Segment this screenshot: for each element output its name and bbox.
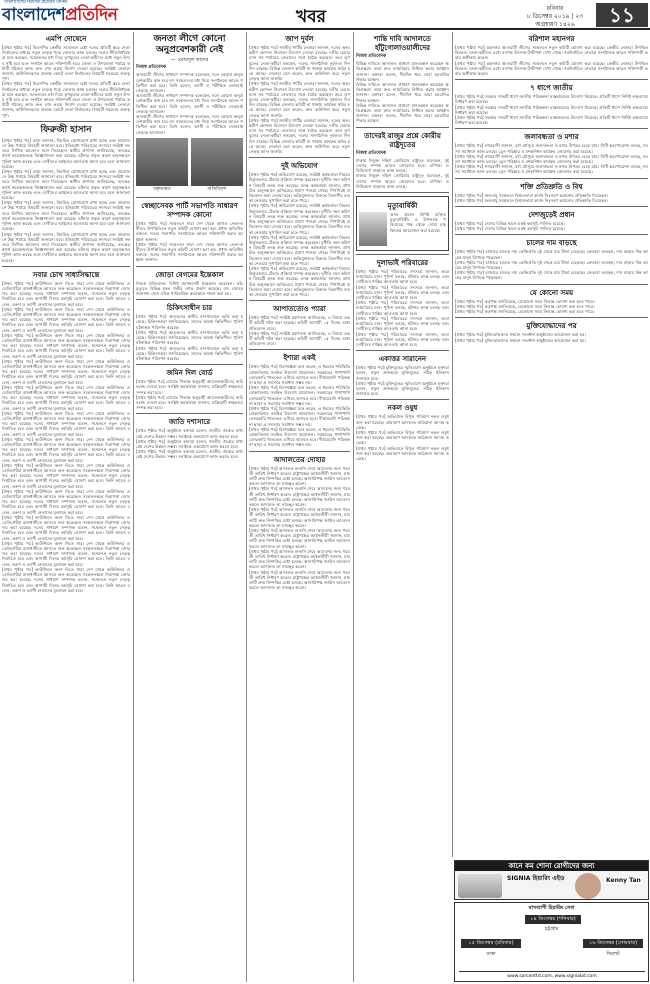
article-body: [প্রথম পৃষ্ঠার পর] বিশেষজ্ঞরা মনে করেন, এ ধরনের পরিস্থিতি মোকাবিলায় সমন্বিত উদ্যোগ প্রয়োজন। সরকারের পাশাপাশি বেসরকারি খাতকেও এগিয়ে আসতে হবে। দীর্ঘমেয়াদি পরিকল্পনা ছাড়া এ সমস্যার সমাধান সম্ভব নয়। (249, 364, 350, 385)
article-headline: দুলাভাই পরিবারের (376, 258, 429, 268)
article-headline: শক্তি প্রতিশ্রুতি ও বিশ্ব (520, 181, 583, 191)
article-body: [প্রথম পৃষ্ঠার পর] কর্তৃপক্ষ জানিয়েছে, যেকোনো সময় সিদ্ধান্ত ঘোষণা করা হতে পারে। (455, 303, 595, 309)
divider (356, 399, 449, 400)
divider (136, 364, 243, 365)
article-body: [প্রথম পৃষ্ঠার পর] কাউন্সিলে অংশ নিতে সারা দেশ থেকে কাউন্সিলর ও ডেলিগেটরা রাজধানীতে আসতে শুরু করেছেন। সম্মেলনস্থলে নিরাপত্তা জোরদার করা হয়েছে। দলের সাধারণ সম্পাদক বলেন, সম্মেলনে নতুন নেতৃত্ব নির্বাচিত হবে এবং আগামী দিনের কর্মসূচি ঘোষণা করা হবে। তিনি আরও বলেন, তরুণ ও ত্যাগী নেতাদের মূল্যায়ন করা হবে। (2, 436, 130, 463)
article-body: [প্রথম পৃষ্ঠার পর] নগরবাসী জানান, বর্ষা মৌসুমে জলাবদ্ধতা ও মশার উপদ্রব বেড়ে যায়। সিটি করপোরেশন বলছে, সমস্যা সমাধানে কাজ চলছে। ড্রেন পরিষ্কার ও মশকনিধন কার্যক্রম জোরদার করা হয়েছে। (455, 164, 648, 175)
article-body: আওয়ামী লীগের সাধারণ সম্পাদক বলেছেন, দলে কোনো অনুপ্রবেশকারীর স্থান হবে না। সম্মেলনের মধ্য দিয়ে সংগঠনকে আরও গতিশীল করা হবে। তিনি বলেন, ত্যাগী ও পরীক্ষিত নেতারাই নেতৃত্বে আসবেন। (136, 114, 243, 135)
article-body: [প্রথম পৃষ্ঠার পর] বিশেষজ্ঞরা মনে করেন, এ ধরনের পরিস্থিতি মোকাবিলায় সমন্বিত উদ্যোগ প্রয়োজন। সরকারের পাশাপাশি বেসরকারি খাতকেও এগিয়ে আসতে হবে। দীর্ঘমেয়াদি পরিকল্পনা ছাড়া এ সমস্যার সমাধান সম্ভব নয়। (249, 405, 350, 427)
article-body: [প্রথম পৃষ্ঠার পর] অভিযানে বিপুল পরিমাণ নকল ওষুধ জব্দ করা হয়েছে। ভ্রাম্যমাণ আদালত জরিমানা আদায় করেছে। (356, 445, 449, 461)
article-body: [প্রথম পৃষ্ঠার পর] তারা জানান, নিয়মিত যোগাযোগ রাখা হচ্ছে এবং প্রয়োজনে উচ্চ পর্যায়ে বিষয়টি জানানো হবে। ইতিমধ্যে পরিবারের সদস্যরা সংশ্লিষ্ট দফতরে লিখিত আবেদন জমা দিয়েছেন। স্থানীয় প্রশাসন জানিয়েছে, তদন্তের স্বার্থে কয়েকজনকে জিজ্ঞাসাবাদ করা হয়েছে। ঘটনার প্রকৃত কারণ অনুসন্ধানে পুলিশ কাজ করছে এবং দোষীদের আইনের আওতায় আনা হবে বলে জানানো হয়েছে। (2, 169, 130, 201)
article-headline: ৭ ধাপে জাতীয় (530, 83, 573, 93)
article-byline: নিজস্ব প্রতিবেদক (356, 150, 387, 156)
page-header (0, 0, 650, 30)
column-divider (452, 32, 453, 857)
article-body: [প্রথম পৃষ্ঠার পর] পরিবারের সদস্যরা জানান, তারা ন্যায়বিচার চান। পুলিশ বলছে, ঘটনার তদন্ত চলছে এবং দোষীদের শাস্তির আওতায় আনা হবে। (356, 284, 449, 301)
ad-website-link[interactable]: www.sarcenttd.com, www.signiabd.com (459, 971, 645, 979)
article-body: [প্রথম পৃষ্ঠার পর] আহতদের স্থানীয় হাসপাতালে ভর্তি করা হয়েছে। চিকিৎসকরা জানিয়েছেন, তাদের অবস্থা স্থিতিশীল। পুলিশ ঘটনাস্থল পরিদর্শন করেছে। (136, 345, 243, 361)
article (455, 182, 648, 203)
issue-day: রবিবার (546, 5, 564, 12)
article-body: [প্রথম পৃষ্ঠার পর] বাজারে চালের দাম কেজিপ্রতি দুই থেকে চার টাকা বেড়েছে। ক্রেতারা বলছেন, দাম বাড়ায় নিম্ন আয়ের মানুষ বিপাকে পড়েছেন। (455, 270, 648, 281)
divider (249, 157, 350, 158)
article-headline: একাত্তর সারানেন (378, 354, 427, 364)
divider (249, 300, 350, 301)
article-body: [প্রথম পৃষ্ঠার পর] কাউন্সিলে অংশ নিতে সারা দেশ থেকে কাউন্সিলর ও ডেলিগেটরা রাজধানীতে আসতে শুরু করেছেন। সম্মেলনস্থলে নিরাপত্তা জোরদার করা হয়েছে। দলের সাধারণ সম্পাদক বলেন, সম্মেলনে নতুন নেতৃত্ব নির্বাচিত হবে এবং আগামী দিনের কর্মসূচি ঘোষণা করা হবে। তিনি আরও বলেন, তরুণ ও ত্যাগী নেতাদের মূল্যায়ন করা হবে। (2, 462, 130, 489)
event-date-badge: ১৫ ডিসেম্বর (রবিবার) (461, 939, 521, 948)
article-body: [প্রথম পৃষ্ঠার পর] কাউন্সিলে অংশ নিতে সারা দেশ থেকে কাউন্সিলর ও ডেলিগেটরা রাজধানীতে আসতে শুরু করেছেন। সম্মেলনস্থলে নিরাপত্তা জোরদার করা হয়েছে। দলের সাধারণ সম্পাদক বলেন, সম্মেলনে নতুন নেতৃত্ব নির্বাচিত হবে এবং আগামী দিনের কর্মসূচি ঘোষণা করা হবে। তিনি আরও বলেন, তরুণ ও ত্যাগী নেতাদের মূল্যায়ন করা হবে। (2, 384, 130, 411)
article-body: [প্রথম পৃষ্ঠার পর] তারা জানান, নিয়মিত যোগাযোগ রাখা হচ্ছে এবং প্রয়োজনে উচ্চ পর্যায়ে বিষয়টি জানানো হবে। ইতিমধ্যে পরিবারের সদস্যরা সংশ্লিষ্ট দফতরে লিখিত আবেদন জমা দিয়েছেন। স্থানীয় প্রশাসন জানিয়েছে, তদন্তের স্বার্থে কয়েকজনকে জিজ্ঞাসাবাদ করা হয়েছে। ঘটনার প্রকৃত কারণ অনুসন্ধানে পুলিশ কাজ করছে এবং দোষীদের আইনের আওতায় আনা হবে বলে জানানো হয়েছে। (2, 200, 130, 232)
article-body: [প্রথম পৃষ্ঠার পর] কাউন্সিলে অংশ নিতে সারা দেশ থেকে কাউন্সিলর ও ডেলিগেটরা রাজধানীতে আসতে শুরু করেছেন। সম্মেলনস্থলে নিরাপত্তা জোরদার করা হয়েছে। দলের সাধারণ সম্পাদক বলেন, সম্মেলনে নতুন নেতৃত্ব নির্বাচিত হবে এবং আগামী দিনের কর্মসূচি ঘোষণা করা হবে। তিনি আরও বলেন, তরুণ ও ত্যাগী নেতাদের মূল্যায়ন করা হবে। (2, 488, 130, 515)
article-body: [প্রথম পৃষ্ঠার পর] সরকার সাতটি ধাপে জাতীয় পরিকল্পনা বাস্তবায়নের উদ্যোগ নিয়েছে। প্রতিটি ধাপে নির্দিষ্ট লক্ষ্যমাত্রা নির্ধারণ করা হয়েছে। (455, 115, 648, 126)
article-body: [প্রথম পৃষ্ঠার পর] নগরবাসী জানান, বর্ষা মৌসুমে জলাবদ্ধতা ও মশার উপদ্রব বেড়ে যায়। সিটি করপোরেশন বলছে, সমস্যা সমাধানে কাজ চলছে। ড্রেন পরিষ্কার ও মশকনিধন কার্যক্রম জোরদার করা হয়েছে। (455, 143, 648, 154)
article-body: [প্রথম পৃষ্ঠার পর] মুক্তিযোদ্ধাদের সম্মানে সংবর্ধনা অনুষ্ঠানের আয়োজন করা হয়। (455, 332, 586, 338)
article-body: [প্রথম পৃষ্ঠার পর] মুক্তিযুদ্ধের স্মৃতিচারণ অনুষ্ঠানে বক্তারা বলেন, নতুন প্রজন্মকে মুক্তিযুদ্ধের সঠিক ইতিহাস জানাতে হবে। (356, 365, 449, 381)
article-body: [প্রথম পৃষ্ঠার পর] সংশ্লিষ্ট মন্ত্রণালয় জানিয়েছে, এ বিষয়ে একটি কমিটি গঠন করা হয়েছে। কমিটি আগামী ১৫ দিনের মধ্যে প্রতিবেদন দেবে। (249, 330, 350, 347)
divider (356, 350, 449, 351)
article-body: ঢাকায় নিযুক্ত দক্ষিণ কোরিয়ার রাষ্ট্রদূত বলেছেন, দুই দেশের সম্পর্ক আরও জোরদার হবে। বাণিজ্য ও বিনিয়োগ বাড়াতে কাজ চলছে। (356, 173, 449, 189)
lead-article (136, 34, 243, 194)
divider (2, 266, 130, 267)
article-body: [প্রথম পৃষ্ঠার পর] পরিবারের সদস্যরা জানান, তারা ন্যায়বিচার চান। পুলিশ বলছে, ঘটনার তদন্ত চলছে এবং দোষীদের শাস্তির আওতায় আনা হবে। (356, 300, 449, 316)
article-body: [প্রথম পৃষ্ঠার পর] আদালত শুনানি শেষে আদেশের জন্য পরবর্তী তারিখ নির্ধারণ করেন। রাষ্ট্রপক্ষের আইনজীবী জানান, মামলাটি দ্রুত নিষ্পত্তির চেষ্টা চলছে। আসামিপক্ষ জামিন আবেদন করলে আদালত তা নামঞ্জুর করেন। (249, 548, 350, 570)
article-body: [প্রথম পৃষ্ঠার পর] বিশেষজ্ঞরা মনে করেন, এ ধরনের পরিস্থিতি মোকাবিলায় সমন্বিত উদ্যোগ প্রয়োজন। সরকারের পাশাপাশি বেসরকারি খাতকেও এগিয়ে আসতে হবে। দীর্ঘমেয়াদি পরিকল্পনা ছাড়া এ সমস্যার সমাধান সম্ভব নয়। (249, 385, 350, 406)
obituary-photo (359, 212, 387, 246)
divider (356, 254, 449, 255)
article-body: [প্রথম পৃষ্ঠার পর] জাতীয় পার্টির নেতারা জানান, দলের অভ্যন্তরীণ কোন্দল নিরসনে উদ্যোগ নেওয়া হয়েছে। দলীয় চেয়ারম্যান সব পর্যায়ের নেতাদের সঙ্গে বৈঠক করছেন। তবে তৃণমূলের নেতা-কর্মীরা বলছেন, দলের সাংগঠনিক দুর্বলতা দিন দিন বাড়ছে। বিভিন্ন জেলায় কমিটি না থাকায় কার্যক্রম স্থবির হয়ে আছে। নেতারা মনে করেন, দ্রুত কাউন্সিল করে নতুন নেতৃত্ব আনা জরুরি। (249, 45, 350, 82)
article-body: [প্রথম পৃষ্ঠার পর] অভিযোগ রয়েছে, সংশ্লিষ্ট কর্মকর্তারা নিয়মবহির্ভূতভাবে টেন্ডার প্রক্রিয়া সম্পন্ন করেছেন। দুর্নীতি দমন কমিশন বিষয়টি তদন্ত শুরু করেছে। তদন্ত কর্মকর্তারা জানান, প্রাথমিক অনুসন্ধানে অনিয়মের প্রমাণ পাওয়া গেছে। শিগগিরই প্রতিবেদন জমা দেওয়া হবে। অভিযুক্তদের বিরুদ্ধে বিভাগীয় ব্যবস্থা নেওয়ার সুপারিশ করা হতে পারে। (249, 203, 350, 235)
article-body: [প্রথম পৃষ্ঠার পর] মহানগর আওয়ামী লীগের সম্মেলনে নতুন কমিটি ঘোষণা করা হয়েছে। কেন্দ্রীয় নেতারা উপস্থিত ছিলেন। নেতা-কর্মীদের মধ্যে ব্যাপক উৎসাহ-উদ্দীপনা দেখা গেছে। নবনির্বাচিত নেতারা সংগঠনকে আরও শক্তিশালী করার অঙ্গীকার করেন। (455, 45, 648, 61)
event-location: চট্টগ্রাম (544, 926, 559, 932)
article (136, 201, 243, 263)
page-number: ১১ (596, 3, 648, 27)
article-body: [প্রথম পৃষ্ঠার পর] পরিবারের সদস্যরা জানান, তারা ন্যায়বিচার চান। পুলিশ বলছে, ঘটনার তদন্ত চলছে এবং দোষীদের শাস্তির আওতায় আনা হবে। (356, 331, 449, 347)
article-headline: নকল ওষুধ (387, 403, 418, 413)
divider (356, 192, 449, 193)
article (136, 270, 243, 297)
article-body: [প্রথম পৃষ্ঠার পর] সম্মেলনে সারা দেশ থেকে আগত নেতা-কর্মীদের উপস্থিতিতে নতুন কমিটি ঘোষণা করা হয়। প্রধান অতিথির বক্তব্যে দলের সভাপতি সংগঠনকে আরও শক্তিশালী করার আহ্বান জানান। (136, 241, 243, 263)
article-headline: জনতা লীগে কোনো অনুপ্রবেশকারী নেই (153, 34, 226, 55)
schedule-title: মাসব্যাপী হিয়ারিং সেবা (528, 905, 575, 911)
article-headline: জমিন দিল বোর্ড (166, 368, 213, 378)
article-body: [প্রথম পৃষ্ঠার পর] আহতদের স্থানীয় হাসপাতালে ভর্তি করা হয়েছে। চিকিৎসকরা জানিয়েছেন, তাদের অবস্থা স্থিতিশীল। পুলিশ ঘটনাস্থল পরিদর্শন করেছে। (136, 314, 243, 330)
divider (455, 284, 648, 285)
article-body: আওয়ামী লীগের সাধারণ সম্পাদক বলেছেন, দলে কোনো অনুপ্রবেশকারীর স্থান হবে না। সম্মেলনের মধ্য দিয়ে সংগঠনকে আরও গতিশীল করা হবে। তিনি বলেন, ত্যাগী ও পরীক্ষিত নেতারাই নেতৃত্বে আসবেন। (136, 93, 243, 114)
article-body: [প্রথম পৃষ্ঠার পর] অনুষ্ঠানে বক্তারা বলেন, জাতীয় ঐক্যের মাধ্যমেই দেশের উন্নয়ন সম্ভব। সবাইকে একযোগে কাজ করতে হবে। (136, 449, 243, 460)
article-body: [প্রথম পৃষ্ঠার পর] কর্তৃপক্ষ জানিয়েছে, যেকোনো সময় সিদ্ধান্ত ঘোষণা করা হতে পারে। (455, 298, 595, 304)
article-body: [প্রথম পৃষ্ঠার পর] অভিযানে বিপুল পরিমাণ নকল ওষুধ জব্দ করা হয়েছে। ভ্রাম্যমাণ আদালত জরিমানা আদায় করেছে। (356, 414, 449, 430)
column-3 (249, 32, 350, 982)
logo-tagline: বাংলাদেশের সর্বাধিক প্রচারিত দৈনিক (4, 0, 67, 5)
divider (2, 121, 130, 122)
article (249, 161, 350, 297)
article-body: বিভিন্ন দাবিতে আদালত প্রাঙ্গণে মানববন্ধন করেছেন ক্ষতিগ্রস্তরা। তারা দ্রুত ন্যায়বিচার নিশ্চিত করার আহ্বান জানান। বক্তারা বলেন, দীর্ঘদিন ধরে তারা হয়রানির শিকার হচ্ছেন। (356, 61, 449, 82)
spokesperson-name: Kenny Tan (606, 877, 641, 884)
article-body: [প্রথম পৃষ্ঠার পর] মুক্তিযুদ্ধের স্মৃতিচারণ অনুষ্ঠানে বক্তারা বলেন, নতুন প্রজন্মকে মুক্তিযুদ্ধের সঠিক ইতিহাস জানাতে হবে। (356, 380, 449, 397)
article-body: [প্রথম পৃষ্ঠার পর] আহতদের স্থানীয় হাসপাতালে ভর্তি করা হয়েছে। চিকিৎসকরা জানিয়েছেন, তাদের অবস্থা স্থিতিশীল। পুলিশ ঘটনাস্থল পরিদর্শন করেছে। (136, 329, 243, 346)
article-body: [প্রথম পৃষ্ঠার পর] কর্তৃপক্ষ জানিয়েছে, যেকোনো সময় সিদ্ধান্ত ঘোষণা করা হতে পারে। (455, 309, 595, 315)
article (249, 304, 350, 346)
ad-title: কানে কম শোনা রোগীদের জন্য (455, 861, 648, 871)
article-headline: আপাতত্যেও প্যারা (273, 304, 326, 314)
article-body: [প্রথম পৃষ্ঠার পর] আদালত শুনানি শেষে আদেশের জন্য পরবর্তী তারিখ নির্ধারণ করেন। রাষ্ট্রপক্ষের আইনজীবী জানান, মামলাটি দ্রুত নিষ্পত্তির চেষ্টা চলছে। আসামিপক্ষ জামিন আবেদন করলে আদালত তা নামঞ্জুর করেন। (249, 528, 350, 549)
article-body: [প্রথম পৃষ্ঠার পর] কাউন্সিলে অংশ নিতে সারা দেশ থেকে কাউন্সিলর ও ডেলিগেটরা রাজধানীতে আসতে শুরু করেছেন। সম্মেলনস্থলে নিরাপত্তা জোরদার করা হয়েছে। দলের সাধারণ সম্পাদক বলেন, সম্মেলনে নতুন নেতৃত্ব নির্বাচিত হবে এবং আগামী দিনের কর্মসূচি ঘোষণা করা হবে। তিনি আরও বলেন, তরুণ ও ত্যাগী নেতাদের মূল্যায়ন করা হবে। (2, 566, 130, 593)
section-title: খবর (296, 7, 326, 27)
ad-brand: SIGNIA হিয়ারিং এইড (507, 875, 565, 882)
article-body: [প্রথম পৃষ্ঠার পর] অভিযোগ রয়েছে, সংশ্লিষ্ট কর্মকর্তারা নিয়মবহির্ভূতভাবে টেন্ডার প্রক্রিয়া সম্পন্ন করেছেন। দুর্নীতি দমন কমিশন বিষয়টি তদন্ত শুরু করেছে। তদন্ত কর্মকর্তারা জানান, প্রাথমিক অনুসন্ধানে অনিয়মের প্রমাণ পাওয়া গেছে। শিগগিরই প্রতিবেদন জমা দেওয়া হবে। অভিযুক্তদের বিরুদ্ধে বিভাগীয় ব্যবস্থা নেওয়ার সুপারিশ করা হতে পারে। (249, 234, 350, 266)
article-body: [প্রথম পৃষ্ঠার পর] আদালত শুনানি শেষে আদেশের জন্য পরবর্তী তারিখ নির্ধারণ করেন। রাষ্ট্রপক্ষের আইনজীবী জানান, মামলাটি দ্রুত নিষ্পত্তির চেষ্টা চলছে। আসামিপক্ষ জামিন আবেদন করলে আদালত তা নামঞ্জুর করেন। (249, 465, 350, 487)
article (455, 132, 648, 174)
article-body: [প্রথম পৃষ্ঠার পর] মহানগর আওয়ামী লীগের সম্মেলনে নতুন কমিটি ঘোষণা করা হয়েছে। কেন্দ্রীয় নেতারা উপস্থিত ছিলেন। নেতা-কর্মীদের মধ্যে ব্যাপক উৎসাহ-উদ্দীপনা দেখা গেছে। নবনির্বাচিত নেতারা সংগঠনকে আরও শক্তিশালী করার অঙ্গীকার করেন। (455, 60, 648, 77)
issue-full-date: ৮ ডিসেম্বর ২০১৯ | ২৩ অগ্রহায়ণ ১৪২৬ (526, 13, 584, 28)
article-body: [প্রথম পৃষ্ঠার পর] কাউন্সিলে অংশ নিতে সারা দেশ থেকে কাউন্সিলর ও ডেলিগেটরা রাজধানীতে আসতে শুরু করেছেন। সম্মেলনস্থলে নিরাপত্তা জোরদার করা হয়েছে। দলের সাধারণ সম্পাদক বলেন, সম্মেলনে নতুন নেতৃত্ব নির্বাচিত হবে এবং আগামী দিনের কর্মসূচি ঘোষণা করা হবে। তিনি আরও বলেন, তরুণ ও ত্যাগী নেতাদের মূল্যায়ন করা হবে। (2, 280, 130, 307)
article (136, 417, 243, 459)
article-body: [প্রথম পৃষ্ঠার পর] কাউন্সিলে অংশ নিতে সারা দেশ থেকে কাউন্সিলর ও ডেলিগেটরা রাজধানীতে আসতে শুরু করেছেন। সম্মেলনস্থলে নিরাপত্তা জোরদার করা হয়েছে। দলের সাধারণ সম্পাদক বলেন, সম্মেলনে নতুন নেতৃত্ব নির্বাচিত হবে এবং আগামী দিনের কর্মসূচি ঘোষণা করা হবে। তিনি আরও বলেন, তরুণ ও ত্যাগী নেতাদের মূল্যায়ন করা হবে। (2, 306, 130, 333)
article-headline: ইশারা একই (283, 353, 316, 363)
obituary-text: আজ প্রয়াত বিশিষ্ট ব্যক্তির মৃত্যুবার্ষিকী। এ উপলক্ষে পরিবারের পক্ষ থেকে দোয়া মাহফিলের আয়োজন করা হয়েছে। (390, 212, 446, 233)
article-headline: দুই অভিযোগ (281, 161, 318, 171)
article-body: [প্রথম পৃষ্ঠার পর] তারা জানান, নিয়মিত যোগাযোগ রাখা হচ্ছে এবং প্রয়োজনে উচ্চ পর্যায়ে বিষয়টি জানানো হবে। ইতিমধ্যে পরিবারের সদস্যরা সংশ্লিষ্ট দফতরে লিখিত আবেদন জমা দিয়েছেন। স্থানীয় প্রশাসন জানিয়েছে, তদন্তের স্বার্থে কয়েকজনকে জিজ্ঞাসাবাদ করা হয়েছে। ঘটনার প্রকৃত কারণ অনুসন্ধানে পুলিশ কাজ করছে এবং দোষীদের আইনের আওতায় আনা হবে বলে জানানো হয়েছে। (2, 137, 130, 169)
article-body: [প্রথম পৃষ্ঠার পর] অনুষ্ঠানে বক্তারা বলেন, জাতীয় ঐক্যের মাধ্যমেই দেশের উন্নয়ন সম্ভব। সবাইকে একযোগে কাজ করতে হবে। (136, 438, 243, 449)
event-location: ঢাকা (486, 951, 496, 957)
divider (455, 178, 648, 179)
obituary-headline: মৃত্যুবার্ষিকী (387, 201, 418, 211)
article (455, 288, 648, 315)
article-body: [প্রথম পৃষ্ঠার পর] বাজারে চালের দাম কেজিপ্রতি দুই থেকে চার টাকা বেড়েছে। ক্রেতারা বলছেন, দাম বাড়ায় নিম্ন আয়ের মানুষ বিপাকে পড়েছেন। (455, 259, 648, 271)
article-body: [প্রথম পৃষ্ঠার পর] কাউন্সিলে অংশ নিতে সারা দেশ থেকে কাউন্সিলর ও ডেলিগেটরা রাজধানীতে আসতে শুরু করেছেন। সম্মেলনস্থলে নিরাপত্তা জোরদার করা হয়েছে। দলের সাধারণ সম্পাদক বলেন, সম্মেলনে নতুন নেতৃত্ব নির্বাচিত হবে এবং আগামী দিনের কর্মসূচি ঘোষণা করা হবে। তিনি আরও বলেন, তরুণ ও ত্যাগী নেতাদের মূল্যায়ন করা হবে। (2, 410, 130, 437)
article-body: বিভিন্ন দাবিতে আদালত প্রাঙ্গণে মানববন্ধন করেছেন ক্ষতিগ্রস্তরা। তারা দ্রুত ন্যায়বিচার নিশ্চিত করার আহ্বান জানান। বক্তারা বলেন, দীর্ঘদিন ধরে তারা হয়রানির শিকার হচ্ছেন। (356, 82, 449, 103)
article-body: [প্রথম পৃষ্ঠার পর] সরকার সাতটি ধাপে জাতীয় পরিকল্পনা বাস্তবায়নের উদ্যোগ নিয়েছে। প্রতিটি ধাপে নির্দিষ্ট লক্ষ্যমাত্রা নির্ধারণ করা হয়েছে। (455, 94, 648, 105)
article (356, 258, 449, 347)
article-body: [প্রথম পৃষ্ঠার পর] পরিবারের সদস্যরা জানান, তারা ন্যায়বিচার চান। পুলিশ বলছে, ঘটনার তদন্ত চলছে এবং দোষীদের শাস্তির আওতায় আনা হবে। (356, 269, 449, 285)
hearing-aid-advertisement[interactable] (454, 860, 649, 900)
article-body: [প্রথম পৃষ্ঠার পর] দেশের বিভিন্ন স্থানে একই কর্মসূচি পালিত হয়েছে। (455, 221, 565, 227)
article-body: [প্রথম পৃষ্ঠার পর] বিএনপির কেন্দ্রীয় সম্মেলনে চেষ্টা দলের প্রতিটি স্তরে নেতা নির্বাচনের মাধ্যমে নতুন নেতৃত্ব গড়ে তোলার কাজ চলছে। দলের নীতিনির্ধারকরা মনে করছেন, সম্মেলনের মধ্য দিয়ে তৃণমূলের নেতা-কর্মীদের মধ্যে নতুন উদ্যম সৃষ্টি হবে এবং সংগঠন আরও শক্তিশালী হবে। জেলা ও উপজেলা পর্যায়ে কমিটি গঠনের কাজ দ্রুত শেষ করার নির্দেশ দেওয়া হয়েছে। সংশ্লিষ্ট নেতারা জানান, কাউন্সিলরদের প্রত্যক্ষ ভোটে নেতা নির্বাচনের বিষয়টি সবচেয়ে গুরুত্বপূর্ণ। (2, 81, 130, 118)
article (356, 354, 449, 396)
article (249, 455, 350, 591)
article-headline: শান্তি দাবি আদালতে হাঁটুগোলাওয়ালীদের (374, 34, 431, 52)
photo-block (191, 138, 243, 194)
photo-caption: বক্তৃতারত (153, 186, 171, 192)
divider (455, 206, 648, 207)
article (249, 353, 350, 447)
article-body: [প্রথম পৃষ্ঠার পর] বাজারে চালের দাম কেজিপ্রতি দুই থেকে চার টাকা বেড়েছে। ক্রেতারা বলছেন, দাম বাড়ায় নিম্ন আয়ের মানুষ বিপাকে পড়েছেন। (455, 249, 648, 260)
article-body: [প্রথম পৃষ্ঠার পর] নগরবাসী জানান, বর্ষা মৌসুমে জলাবদ্ধতা ও মশার উপদ্রব বেড়ে যায়। সিটি করপোরেশন বলছে, সমস্যা সমাধানে কাজ চলছে। ড্রেন পরিষ্কার ও মশকনিধন কার্যক্রম জোরদার করা হয়েছে। (455, 153, 648, 165)
article-headline: জাপ দুর্বল (285, 34, 314, 43)
divider (455, 234, 648, 235)
column-divider (133, 32, 134, 982)
article-headline: জলাবন্ধতা ও মশার (524, 132, 579, 142)
article (136, 303, 243, 361)
article-headline: মুক্তিযোদ্ধাদের পর (526, 321, 577, 331)
article-byline: নিজস্ব প্রতিবেদক (356, 54, 387, 59)
article-headline: স্বেচ্ছাসেবক পার্টি সভাপতি সাধারণ সম্পাদক কোনো (141, 201, 238, 220)
photo-caption: অতিথিবৃন্দ (207, 186, 227, 192)
divider (136, 197, 243, 198)
article-body: [প্রথম পৃষ্ঠার পর] জাতীয় পার্টির নেতারা জানান, দলের অভ্যন্তরীণ কোন্দল নিরসনে উদ্যোগ নেওয়া হয়েছে। দলীয় চেয়ারম্যান সব পর্যায়ের নেতাদের সঙ্গে বৈঠক করছেন। তবে তৃণমূলের নেতা-কর্মীরা বলছেন, দলের সাংগঠনিক দুর্বলতা দিন দিন বাড়ছে। বিভিন্ন জেলায় কমিটি না থাকায় কার্যক্রম স্থবির হয়ে আছে। নেতারা মনে করেন, দ্রুত কাউন্সিল করে নতুন নেতৃত্ব আনা জরুরি। (249, 81, 350, 118)
obituary-box (356, 196, 449, 251)
article (356, 403, 449, 461)
article-body: [প্রথম পৃষ্ঠার পর] অভিযোগ রয়েছে, সংশ্লিষ্ট কর্মকর্তারা নিয়মবহির্ভূতভাবে টেন্ডার প্রক্রিয়া সম্পন্ন করেছেন। দুর্নীতি দমন কমিশন বিষয়টি তদন্ত শুরু করেছে। তদন্ত কর্মকর্তারা জানান, প্রাথমিক অনুসন্ধানে অনিয়মের প্রমাণ পাওয়া গেছে। শিগগিরই প্রতিবেদন জমা দেওয়া হবে। অভিযুক্তদের বিরুদ্ধে বিভাগীয় ব্যবস্থা নেওয়ার সুপারিশ করা হতে পারে। (249, 172, 350, 204)
article-body: [প্রথম পৃষ্ঠার পর] দেশের বিভিন্ন স্থানে একই কর্মসূচি পালিত হয়েছে। (455, 226, 565, 232)
article-body: [প্রথম পৃষ্ঠার পর] তারা জানান, নিয়মিত যোগাযোগ রাখা হচ্ছে এবং প্রয়োজনে উচ্চ পর্যায়ে বিষয়টি জানানো হবে। ইতিমধ্যে পরিবারের সদস্যরা সংশ্লিষ্ট দফতরে লিখিত আবেদন জমা দিয়েছেন। স্থানীয় প্রশাসন জানিয়েছে, তদন্তের স্বার্থে কয়েকজনকে জিজ্ঞাসাবাদ করা হয়েছে। ঘটনার প্রকৃত কারণ অনুসন্ধানে পুলিশ কাজ করছে এবং দোষীদের আইনের আওতায় আনা হবে বলে জানানো হয়েছে। (2, 231, 130, 263)
divider (249, 451, 350, 452)
article-body: [প্রথম পৃষ্ঠার পর] আদালত শুনানি শেষে আদেশের জন্য পরবর্তী তারিখ নির্ধারণ করেন। রাষ্ট্রপক্ষের আইনজীবী জানান, মামলাটি দ্রুত নিষ্পত্তির চেষ্টা চলছে। আসামিপক্ষ জামিন আবেদন করলে আদালত তা নামঞ্জুর করেন। (249, 486, 350, 508)
article-body: [প্রথম পৃষ্ঠার পর] কাউন্সিলে অংশ নিতে সারা দেশ থেকে কাউন্সিলর ও ডেলিগেটরা রাজধানীতে আসতে শুরু করেছেন। সম্মেলনস্থলে নিরাপত্তা জোরদার করা হয়েছে। দলের সাধারণ সম্পাদক বলেন, সম্মেলনে নতুন নেতৃত্ব নির্বাচিত হবে এবং আগামী দিনের কর্মসূচি ঘোষণা করা হবে। তিনি আরও বলেন, তরুণ ও ত্যাগী নেতাদের মূল্যায়ন করা হবে। (2, 514, 130, 541)
article-body: [প্রথম পৃষ্ঠার পর] বোর্ডের সিদ্ধান্ত অনুযায়ী আবেদনকারীদের জমি বরাদ্দ দেওয়া হবে। সংশ্লিষ্ট কর্মকর্তারা জানান, প্রক্রিয়াটি স্বচ্ছভাবে সম্পন্ন করা হবে। (136, 394, 243, 411)
article (136, 368, 243, 410)
article-body: [প্রথম পৃষ্ঠার পর] কাউন্সিলে অংশ নিতে সারা দেশ থেকে কাউন্সিলর ও ডেলিগেটরা রাজধানীতে আসতে শুরু করেছেন। সম্মেলনস্থলে নিরাপত্তা জোরদার করা হয়েছে। দলের সাধারণ সম্পাদক বলেন, সম্মেলনে নতুন নেতৃত্ব নির্বাচিত হবে এবং আগামী দিনের কর্মসূচি ঘোষণা করা হবে। তিনি আরও বলেন, তরুণ ও ত্যাগী নেতাদের মূল্যায়ন করা হবে। (2, 332, 130, 359)
article (356, 34, 449, 124)
article-body: [প্রথম পৃষ্ঠার পর] মুক্তিযোদ্ধাদের সম্মানে সংবর্ধনা অনুষ্ঠানের আয়োজন করা হয়। (455, 337, 586, 343)
article-headline: তাদেরই রাজুর প্রশ্নে কোরীয় রাষ্ট্রদূতের (364, 130, 441, 149)
event-date-badge: ১৪ ডিসেম্বর (শনিবার) (525, 915, 581, 924)
article (2, 125, 130, 263)
article-body: [প্রথম পৃষ্ঠার পর] বিএনপির কেন্দ্রীয় সম্মেলনে চেষ্টা দলের প্রতিটি স্তরে নেতা নির্বাচনের মাধ্যমে নতুন নেতৃত্ব গড়ে তোলার কাজ চলছে। দলের নীতিনির্ধারকরা মনে করছেন, সম্মেলনের মধ্য দিয়ে তৃণমূলের নেতা-কর্মীদের মধ্যে নতুন উদ্যম সৃষ্টি হবে এবং সংগঠন আরও শক্তিশালী হবে। জেলা ও উপজেলা পর্যায়ে কমিটি গঠনের কাজ দ্রুত শেষ করার নির্দেশ দেওয়া হয়েছে। সংশ্লিষ্ট নেতারা জানান, কাউন্সিলরদের প্রত্যক্ষ ভোটে নেতা নির্বাচনের বিষয়টি সবচেয়ে গুরুত্বপূর্ণ। (2, 45, 130, 82)
article-body: [প্রথম পৃষ্ঠার পর] অভিযোগ রয়েছে, সংশ্লিষ্ট কর্মকর্তারা নিয়মবহির্ভূতভাবে টেন্ডার প্রক্রিয়া সম্পন্ন করেছেন। দুর্নীতি দমন কমিশন বিষয়টি তদন্ত শুরু করেছে। তদন্ত কর্মকর্তারা জানান, প্রাথমিক অনুসন্ধানে অনিয়মের প্রমাণ পাওয়া গেছে। শিগগিরই প্রতিবেদন জমা দেওয়া হবে। অভিযুক্তদের বিরুদ্ধে বিভাগীয় ব্যবস্থা নেওয়ার সুপারিশ করা হতে পারে। (249, 265, 350, 297)
article-body: [প্রথম পৃষ্ঠার পর] বোর্ডের সিদ্ধান্ত অনুযায়ী আবেদনকারীদের জমি বরাদ্দ দেওয়া হবে। সংশ্লিষ্ট কর্মকর্তারা জানান, প্রক্রিয়াটি স্বচ্ছভাবে সম্পন্ন করা হবে। (136, 379, 243, 395)
article-headline: জাতি দশাসারে (168, 417, 211, 427)
divider (455, 79, 648, 80)
article-body: [প্রথম পৃষ্ঠার পর] পরিবারের সদস্যরা জানান, তারা ন্যায়বিচার চান। পুলিশ বলছে, ঘটনার তদন্ত চলছে এবং দোষীদের শাস্তির আওতায় আনা হবে। (356, 315, 449, 332)
hearing-device-image (458, 874, 502, 898)
article (2, 34, 130, 118)
issue-date (520, 5, 590, 29)
divider (356, 127, 449, 128)
newspaper-logo (2, 2, 117, 30)
article-headline: বরিশাল মহানগর (528, 34, 575, 43)
article-headline: দেশজুড়েই প্রধান (528, 210, 575, 220)
divider (136, 413, 243, 414)
article-headline: সবার চোখ সাধ্যসিদ্ধান্তে (32, 269, 100, 279)
event-location: সিলেট (606, 951, 620, 957)
article (455, 210, 648, 231)
logo-main-text: বাংলাদেশ (2, 5, 66, 25)
article (455, 238, 648, 280)
photo-block (136, 138, 188, 194)
divider (136, 299, 243, 300)
article (356, 131, 449, 189)
photo-pair (136, 138, 243, 194)
hearing-camp-schedule-ad[interactable] (454, 902, 649, 982)
spokesperson-photo (575, 873, 601, 899)
divider (455, 317, 648, 318)
article-body: [প্রথম পৃষ্ঠার পর] আদালত শুনানি শেষে আদেশের জন্য পরবর্তী তারিখ নির্ধারণ করেন। রাষ্ট্রপক্ষের আইনজীবী জানান, মামলাটি দ্রুত নিষ্পত্তির চেষ্টা চলছে। আসামিপক্ষ জামিন আবেদন করলে আদালত তা নামঞ্জুর করেন। (249, 569, 350, 591)
article-body: [প্রথম পৃষ্ঠার পর] জাতীয় পার্টির নেতারা জানান, দলের অভ্যন্তরীণ কোন্দল নিরসনে উদ্যোগ নেওয়া হয়েছে। দলীয় চেয়ারম্যান সব পর্যায়ের নেতাদের সঙ্গে বৈঠক করছেন। তবে তৃণমূলের নেতা-কর্মীরা বলছেন, দলের সাংগঠনিক দুর্বলতা দিন দিন বাড়ছে। বিভিন্ন জেলায় কমিটি না থাকায় কার্যক্রম স্থবির হয়ে আছে। নেতারা মনে করেন, দ্রুত কাউন্সিল করে নতুন নেতৃত্ব আনা জরুরি। (249, 117, 350, 155)
article-body: [প্রথম পৃষ্ঠার পর] সংশ্লিষ্ট মন্ত্রণালয় জানিয়েছে, এ বিষয়ে একটি কমিটি গঠন করা হয়েছে। কমিটি আগামী ১৫ দিনের মধ্যে প্রতিবেদন দেবে। (249, 315, 350, 331)
divider (249, 349, 350, 350)
column-4 (356, 32, 449, 982)
article-body: নিজস্ব প্রতিবেদক: বিশিষ্ট সমাজসেবী ইন্তেকাল করেছেন। তাঁর মৃত্যুতে বিভিন্ন মহল গভীর শোক প্রকাশ করেছে। বাদ জোহর জানাজা শেষে তাঁকে পারিবারিক কবরস্থানে দাফন করা হয়। (136, 280, 243, 297)
logo-accent-text: প্রতিদিন (65, 5, 118, 25)
article-body: বিভিন্ন দাবিতে আদালত প্রাঙ্গণে মানববন্ধন করেছেন ক্ষতিগ্রস্তরা। তারা দ্রুত ন্যায়বিচার নিশ্চিত করার আহ্বান জানান। বক্তারা বলেন, দীর্ঘদিন ধরে তারা হয়রানির শিকার হচ্ছেন। (356, 102, 449, 124)
divider (455, 128, 648, 129)
article (455, 321, 648, 342)
article (249, 34, 350, 154)
article-headline: ফিরুজী হাসান (40, 124, 92, 135)
article (455, 83, 648, 125)
article (2, 270, 130, 593)
article-headline: চালের দাম বাড়ছে (526, 238, 577, 248)
article-headline: চিকিৎসাধীন চার (166, 303, 213, 313)
article-body: [প্রথম পৃষ্ঠার পর] আদালত শুনানি শেষে আদেশের জন্য পরবর্তী তারিখ নির্ধারণ করেন। রাষ্ট্রপক্ষের আইনজীবী জানান, মামলাটি দ্রুত নিষ্পত্তির চেষ্টা চলছে। আসামিপক্ষ জামিন আবেদন করলে আদালত তা নামঞ্জুর করেন। (249, 507, 350, 528)
article-subhead: — ওবায়দুল কাদের (170, 57, 209, 63)
divider (136, 266, 243, 267)
article-body: [প্রথম পৃষ্ঠার পর] অনুষ্ঠানে বক্তারা বলেন, জাতীয় ঐক্যের মাধ্যমেই দেশের উন্নয়ন সম্ভব। সবাইকে একযোগে কাজ করতে হবে। (136, 428, 243, 439)
event-date-badge: ১৬ ডিসেম্বর (সোমবার) (583, 939, 643, 948)
article-headline: যে কোনো সময় (529, 287, 574, 297)
article (455, 34, 648, 76)
portrait-photo (191, 138, 243, 186)
article-body: ঢাকায় নিযুক্ত দক্ষিণ কোরিয়ার রাষ্ট্রদূত বলেছেন, দুই দেশের সম্পর্ক আরও জোরদার হবে। বাণিজ্য ও বিনিয়োগ বাড়াতে কাজ চলছে। (356, 157, 449, 174)
column-5 (455, 32, 648, 857)
article-body: [প্রথম পৃষ্ঠার পর] জলবায়ু সম্মেলনে বিশ্বনেতারা কার্বন নিঃসরণ কমানোর প্রতিশ্রুতি দিয়েছেন। (455, 197, 609, 203)
article-body: [প্রথম পৃষ্ঠার পর] সরকার সাতটি ধাপে জাতীয় পরিকল্পনা বাস্তবায়নের উদ্যোগ নিয়েছে। প্রতিটি ধাপে নির্দিষ্ট লক্ষ্যমাত্রা নির্ধারণ করা হয়েছে। (455, 104, 648, 115)
portrait-photo (136, 138, 188, 186)
column-divider (353, 32, 354, 982)
article-body: [প্রথম পৃষ্ঠার পর] জলবায়ু সম্মেলনে বিশ্বনেতারা কার্বন নিঃসরণ কমানোর প্রতিশ্রুতি দিয়েছেন। (455, 192, 609, 198)
column-2 (136, 32, 243, 982)
article-body: [প্রথম পৃষ্ঠার পর] অভিযানে বিপুল পরিমাণ নকল ওষুধ জব্দ করা হয়েছে। ভ্রাম্যমাণ আদালত জরিমানা আদায় করেছে। (356, 429, 449, 446)
article-body: [প্রথম পৃষ্ঠার পর] কাউন্সিলে অংশ নিতে সারা দেশ থেকে কাউন্সিলর ও ডেলিগেটরা রাজধানীতে আসতে শুরু করেছেন। সম্মেলনস্থলে নিরাপত্তা জোরদার করা হয়েছে। দলের সাধারণ সম্পাদক বলেন, সম্মেলনে নতুন নেতৃত্ব নির্বাচিত হবে এবং আগামী দিনের কর্মসূচি ঘোষণা করা হবে। তিনি আরও বলেন, তরুণ ও ত্যাগী নেতাদের মূল্যায়ন করা হবে। (2, 358, 130, 385)
article-headline: আদালতের দোহার (273, 454, 326, 464)
article-headline: এমপি দোষেনে (45, 34, 87, 43)
article-headline: জোড়া বেগমের ইন্তেকাল (155, 269, 224, 279)
article-byline: নিজস্ব প্রতিবেদক (136, 65, 167, 71)
column-1 (2, 32, 130, 982)
article-body: [প্রথম পৃষ্ঠার পর] বিশেষজ্ঞরা মনে করেন, এ ধরনের পরিস্থিতি মোকাবিলায় সমন্বিত উদ্যোগ প্রয়োজন। সরকারের পাশাপাশি বেসরকারি খাতকেও এগিয়ে আসতে হবে। দীর্ঘমেয়াদি পরিকল্পনা ছাড়া এ সমস্যার সমাধান সম্ভব নয়। (249, 426, 350, 448)
column-divider (246, 32, 247, 982)
article-body: আওয়ামী লীগের সাধারণ সম্পাদক বলেছেন, দলে কোনো অনুপ্রবেশকারীর স্থান হবে না। সম্মেলনের মধ্য দিয়ে সংগঠনকে আরও গতিশীল করা হবে। তিনি বলেন, ত্যাগী ও পরীক্ষিত নেতারাই নেতৃত্বে আসবেন। (136, 72, 243, 94)
article-body: [প্রথম পৃষ্ঠার পর] সম্মেলনে সারা দেশ থেকে আগত নেতা-কর্মীদের উপস্থিতিতে নতুন কমিটি ঘোষণা করা হয়। প্রধান অতিথির বক্তব্যে দলের সভাপতি সংগঠনকে আরও শক্তিশালী করার আহ্বান জানান। (136, 221, 243, 242)
article-body: [প্রথম পৃষ্ঠার পর] কাউন্সিলে অংশ নিতে সারা দেশ থেকে কাউন্সিলর ও ডেলিগেটরা রাজধানীতে আসতে শুরু করেছেন। সম্মেলনস্থলে নিরাপত্তা জোরদার করা হয়েছে। দলের সাধারণ সম্পাদক বলেন, সম্মেলনে নতুন নেতৃত্ব নির্বাচিত হবে এবং আগামী দিনের কর্মসূচি ঘোষণা করা হবে। তিনি আরও বলেন, তরুণ ও ত্যাগী নেতাদের মূল্যায়ন করা হবে। (2, 540, 130, 567)
